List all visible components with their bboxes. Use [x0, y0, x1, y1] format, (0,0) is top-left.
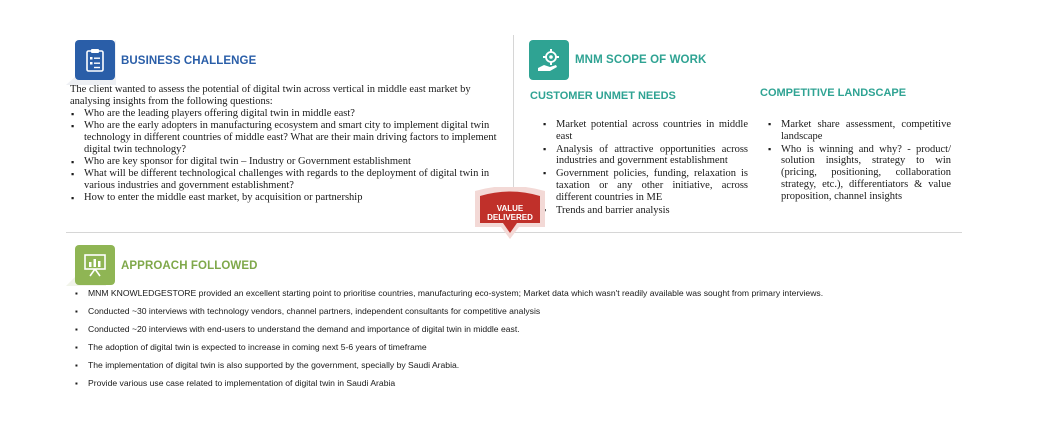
- competitive-landscape-title: COMPETITIVE LANDSCAPE: [760, 87, 907, 99]
- list-item: ▪ The implementation of digital twin is also supported by the government, specially by Saudi Arabia.: [88, 360, 823, 374]
- list-item: ▪ Conducted ~30 interviews with technology vendors, channel partners, independent consultants for competitive analysis: [88, 306, 823, 320]
- list-item: ▪ Government policies, funding, relaxation is taxation or any other initiative, across different countries in ME: [556, 168, 748, 203]
- customer-unmet-needs-list: [556, 119, 748, 217]
- list-item: ▪ Who are key sponsor for digital twin – Industry or Government establishment: [84, 156, 506, 168]
- list-item: ▪ Market share assessment, competitive landscape: [781, 119, 951, 143]
- competitive-landscape-list: [781, 119, 951, 204]
- list-item: ▪ Market potential across countries in middle east: [556, 119, 748, 143]
- business-challenge-questions: [70, 108, 506, 204]
- list-item: ▪ Who are the leading players offering digital twin in middle east?: [84, 108, 506, 120]
- approach-list: [88, 288, 823, 396]
- value-delivered-label: [471, 204, 549, 222]
- list-item: ▪ Who is winning and why? - product/ solution insights, strategy to win (pricing, positioning, collaboration strategy, etc.), differentiators & value proposition, channel insights: [781, 144, 951, 203]
- list-item: ▪ How to enter the middle east market, by acquisition or partnership: [84, 192, 506, 204]
- list-item: ▪ Trends and barrier analysis: [556, 205, 748, 217]
- list-item: ▪ Provide various use case related to implementation of digital twin in Saudi Arabia: [88, 378, 823, 392]
- list-item: ▪ What will be different technological challenges with regards to the deployment of digital twin in various industries and government establishment?: [84, 168, 506, 192]
- list-item: ▪ The adoption of digital twin is expected to increase in coming next 5-6 years of timeframe: [88, 342, 823, 356]
- scope-of-work-title: MNM SCOPE OF WORK: [575, 54, 707, 66]
- list-item: ▪ Who are the early adopters in manufacturing ecosystem and smart city to implement digital twin technology in different countries of middle east? What are their main driving factors to implement digital twin technology?: [84, 120, 506, 156]
- business-challenge-body: [70, 84, 506, 204]
- business-challenge-intro: The client wanted to assess the potential of digital twin across vertical in middle east market by analysing insights from the following questions:: [70, 84, 471, 107]
- approach-title: APPROACH FOLLOWED: [121, 260, 258, 272]
- delivered-label: DELIVERED: [487, 213, 533, 222]
- value-label: VALUE: [496, 204, 524, 213]
- gear-hand-icon: [529, 40, 569, 80]
- list-item: ▪ Analysis of attractive opportunities across industries and government establishment: [556, 144, 748, 168]
- list-item: ▪ Conducted ~20 interviews with end-users to understand the demand and importance of digital twin in middle east.: [88, 324, 823, 338]
- presentation-chart-icon: [75, 245, 115, 285]
- business-challenge-title: BUSINESS CHALLENGE: [121, 55, 257, 67]
- list-item: ▪ MNM KNOWLEDGESTORE provided an excellent starting point to prioritise countries, manufacturing eco-system; Market data which wasn't readily available was sought from primary interviews.: [88, 288, 823, 302]
- clipboard-checklist-icon: [75, 40, 115, 80]
- customer-unmet-needs-title: CUSTOMER UNMET NEEDS: [530, 90, 676, 102]
